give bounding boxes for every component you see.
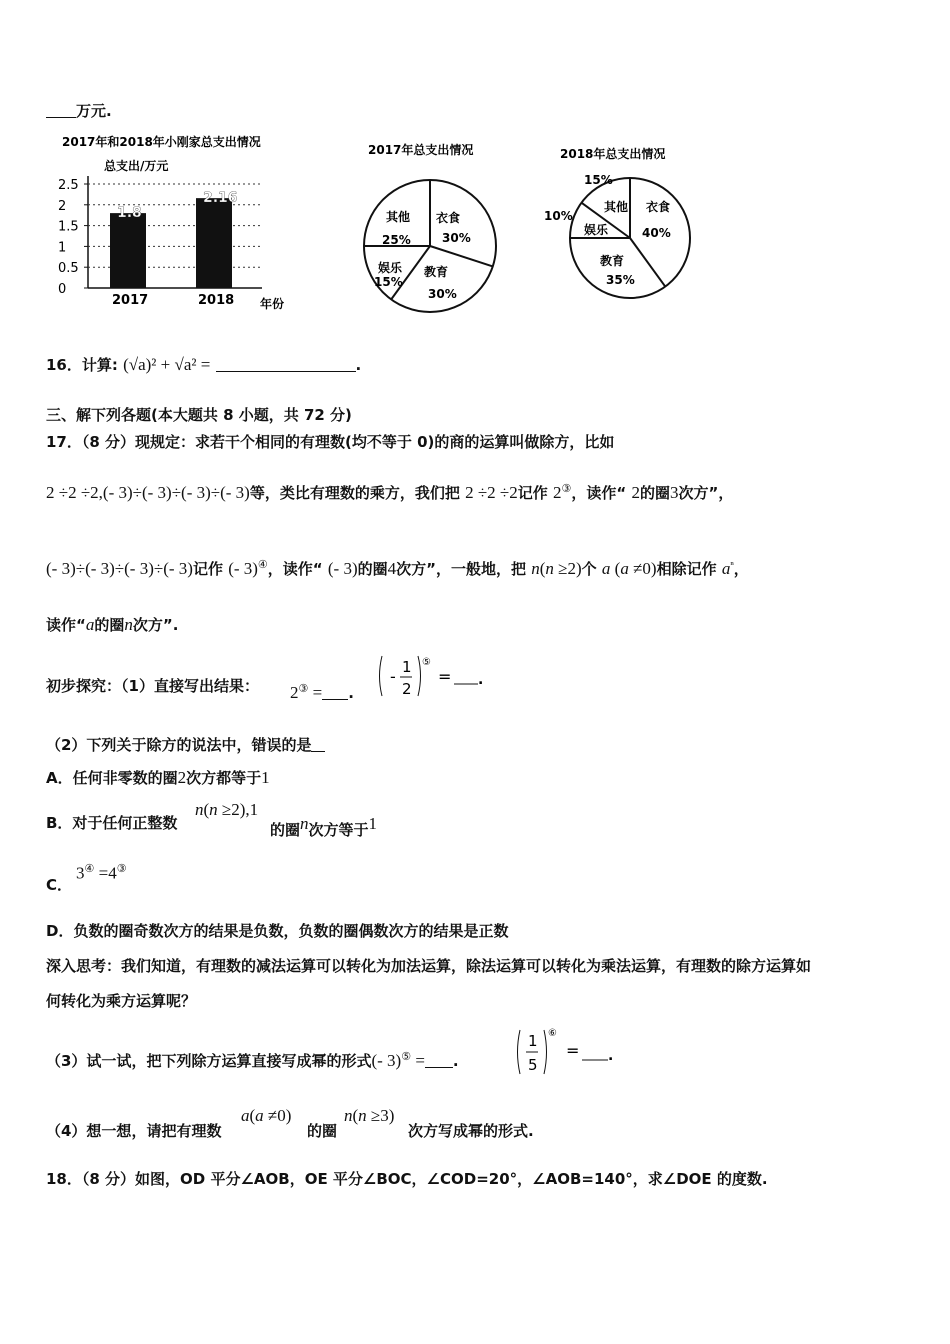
q17-part-2: （2）下列关于除方的说法中，错误的是 [46,734,325,755]
option-b-2: 的圈n次方等于1 [270,814,378,839]
bar-chart-ylabel: 总支出/万元 [104,159,169,173]
svg-text:⑥: ⑥ [548,1028,557,1039]
y-tick-label: 0.5 [58,261,79,277]
option-c: C． [46,876,73,894]
bar-chart-title: 2017年和2018年小刚家总支出情况 [62,135,261,149]
y-tick-label: 1 [58,240,67,256]
option-b-math: n(n ≥2),1 [195,800,259,819]
pie-2017-pct-education: 30% [428,287,457,301]
q17-part-4-b: 的圈 [307,1122,338,1140]
bar-value-label: 1.8 [117,205,142,222]
pie-2018-title: 2018年总支出情况 [560,147,666,161]
svg-text:2: 2 [402,680,412,698]
question-18: 18．（8 分）如图，OD 平分∠AOB，OE 平分∠BOC，∠COD=20°，∠AOB=140°，求∠DOE 的度数. [46,1170,768,1188]
svg-text:-: - [390,667,396,686]
y-tick-label: 0 [58,282,67,297]
bar-chart [44,128,314,318]
q17-part-3-b [514,1026,624,1082]
q17-line-2: 2 ÷2 ÷2,(- 3)÷(- 3)÷(- 3)÷(- 3)等，类比有理数的乘方，我们把 2 ÷2 ÷2记作 2③，读作“ 2的圈3次方”， [46,483,734,502]
svg-text:1: 1 [402,658,412,676]
pie-chart-2017 [358,138,508,316]
svg-text:1: 1 [528,1032,538,1050]
svg-text:=: = [566,1041,580,1060]
q17-line-4: 读作“a的圈n次方”. [46,615,179,634]
pie-2017-label-other: 其他 [386,210,411,224]
option-b: B．对于任何正整数 [46,814,178,832]
q17-explore-1: 初步探究：（1）直接写出结果： [46,677,259,695]
question-16: 16．计算: (√a)² + √a² = . [46,355,362,374]
y-tick-label: 1.5 [58,219,79,235]
q17-explore-1-a: 2③ = . [290,683,354,702]
q17-intro: 17．（8 分）现规定：求若干个相同的有理数(均不等于 0)的商的运算叫做除方，比如 [46,433,615,451]
pie-2018-pct-clothing: 40% [642,226,671,240]
y-tick-label: 2 [58,198,67,214]
pie-2017-label-clothing: 衣食 [436,211,461,225]
pie-2018-pct-other: 15% [584,173,613,187]
pie-2018-label-education: 教育 [600,254,625,268]
q17-part-4-c: 次方写成幂的形式. [408,1122,534,1140]
pie-2018-label-clothing: 衣食 [646,200,671,214]
option-c-math: 3④ =4③ [76,863,127,883]
q17-part-3: （3）试一试，把下列除方运算直接写成幂的形式(- 3)⑤ = . [46,1051,459,1070]
x-tick-label: 2018 [198,293,235,308]
bar-value-label: 2.16 [203,190,238,207]
pie-2017-label-entertainment: 娱乐 [378,261,403,275]
pie-2018-pct-entertainment: 10% [544,209,573,223]
pie-2018-label-other: 其他 [604,200,629,214]
q17-part-4: （4）想一想，请把有理数 [46,1122,222,1140]
pie-2018-pct-education: 35% [606,273,635,287]
answer-line: 万元. [46,100,112,121]
pie-2017-pct-other: 25% [382,233,411,247]
svg-text:.: . [608,1048,614,1064]
pie-2017-pct-entertainment: 15% [374,275,403,289]
svg-text:.: . [478,672,484,688]
q17-part-4-math-n: n(n ≥3) [344,1106,395,1125]
pie-2017-pct-clothing: 30% [442,231,471,245]
y-tick-label: 2.5 [58,178,79,193]
q17-part-4-math-a: a(a ≠0) [241,1106,292,1125]
option-d: D．负数的圈奇数次方的结果是负数，负数的圈偶数次方的结果是正数 [46,922,509,940]
deep-think-2: 何转化为乘方运算呢？ [46,992,197,1010]
bar-2017 [110,213,146,288]
deep-think-1: 深入思考：我们知道，有理数的减法运算可以转化为加法运算，除法运算可以转化为乘法运算，有理数的除方运算如 [46,957,812,975]
pie-2017-label-education: 教育 [424,265,449,279]
pie-chart-2018 [538,140,698,310]
svg-text:5: 5 [528,1056,538,1074]
bar-chart-xlabel: 年份 [260,297,285,311]
bar-2018 [196,198,232,288]
svg-text:⑤: ⑤ [422,657,431,668]
pie-2017-title: 2017年总支出情况 [368,143,474,157]
q16-formula: (√a)² + √a² = [123,355,211,374]
section-3-title: 三、解下列各题(本大题共 8 小题，共 72 分) [46,406,352,424]
pie-2018-label-entertainment: 娱乐 [584,223,609,237]
x-tick-label: 2017 [112,293,149,308]
q17-line-3: (- 3)÷(- 3)÷(- 3)÷(- 3)记作 (- 3)④，读作“ (- 3)的圈4次方”，一般地，把 n(n ≥2)个 a (a ≠0)相除记作 $a^{^n}$， [46,559,749,578]
svg-text:=: = [438,667,452,686]
option-a: A．任何非零数的圈2次方都等于1 [46,768,270,787]
q17-explore-1-b [376,652,486,706]
